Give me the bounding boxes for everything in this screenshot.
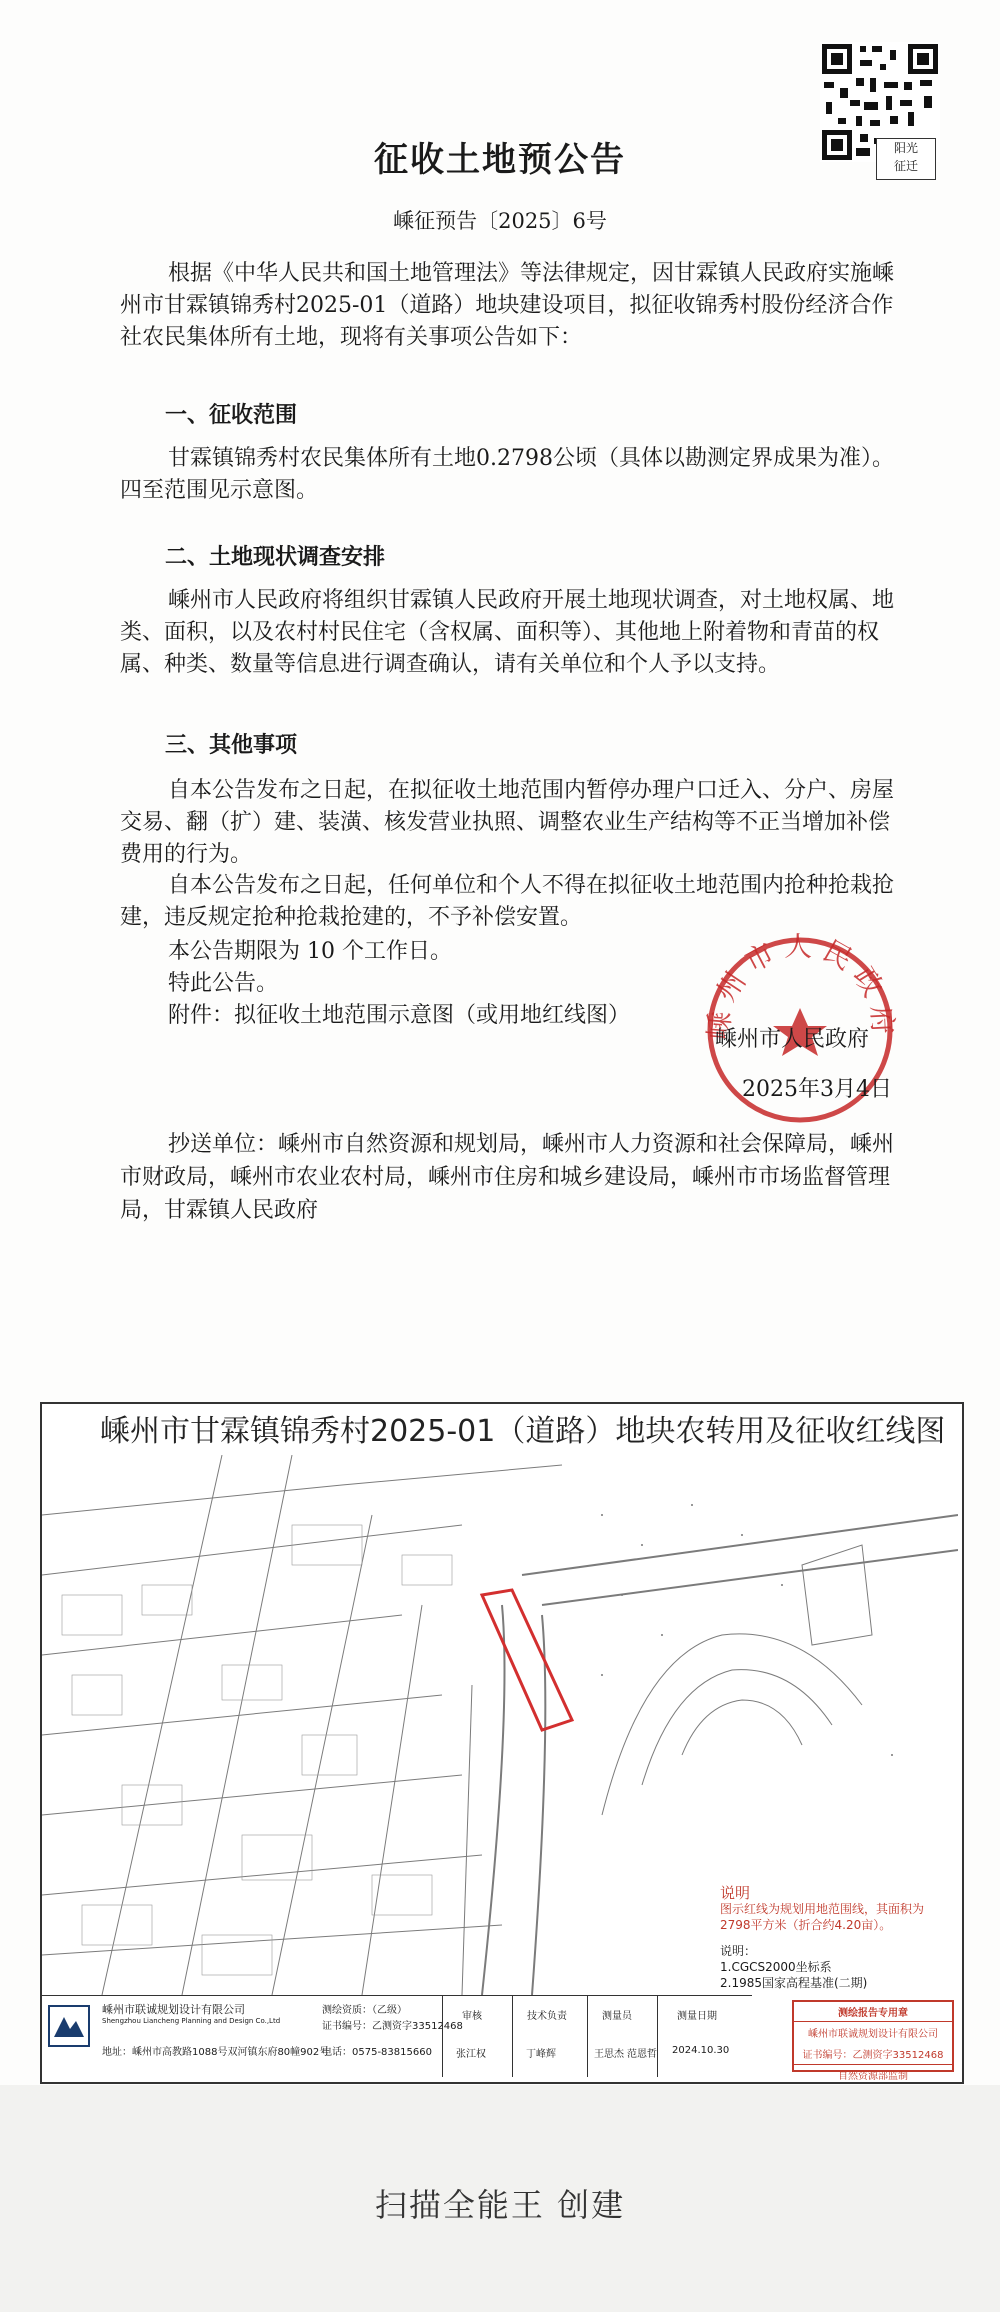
legend-title: 说明 [720, 1884, 751, 1902]
scanner-watermark: 扫描全能王 创建 [374, 2186, 626, 2224]
stamp-company: 嵊州市联诚规划设计有限公司 [808, 2029, 938, 2040]
issuer-signature: 嵊州市人民政府 [715, 1027, 870, 1052]
survey-stamp [792, 2000, 954, 2082]
company-logo-icon [48, 2005, 90, 2047]
section-heading-1: 一、征收范围 [165, 403, 298, 428]
company-phone: 电话：0575-83815660 [322, 2047, 432, 2058]
survey-date-value: 2024.10.30 [672, 2045, 730, 2056]
stamp-title: 测绘报告专用章 [794, 2002, 952, 2022]
company-name: 嵊州市联诚规划设计有限公司 [102, 2003, 245, 2016]
attachment-text: 附件：拟征收土地范围示意图（或用地红线图） [168, 1003, 631, 1028]
role-surveyor: 测量员 [602, 2011, 632, 2022]
section-text-2: 嵊州市人民政府将组织甘霖镇人民政府开展土地现状调查，对土地权属、地类、面积，以及农村村民住宅（含权属、面积等）、其他地上附着物和青苗的权属、种类、数量等信息进行调查确认，请有关单位和个人予以支持。 [120, 588, 895, 677]
document-number: 嵊征预告〔2025〕6号 [393, 209, 607, 233]
map-title-block [42, 1995, 752, 2077]
page-title: 征收土地预公告 [374, 140, 626, 180]
closing-text: 特此公告。 [168, 971, 279, 996]
company-address: 地址：嵊州市高教路1088号双河镇东府80幢902号 [102, 2047, 330, 2058]
period-text: 本公告期限为 10 个工作日。 [168, 939, 452, 964]
name-surveyor-2: 范恩哲 [627, 2049, 657, 2060]
section-heading-3: 三、其他事项 [165, 733, 298, 758]
stamp-license: 证书编号：乙测资字33512468 [802, 2050, 944, 2061]
role-review: 审核 [462, 2011, 482, 2022]
section-text-3: 自本公告发布之日起，在拟征收土地范围内暂停办理户口迁入、分户、房屋交易、翻（扩）建、装潢、核发营业执照、调整农业生产结构等不正当增加补偿费用的行为。 [120, 778, 895, 867]
role-survey-date: 测量日期 [677, 2011, 717, 2022]
name-technical-lead: 丁峰辉 [526, 2049, 556, 2060]
name-reviewer: 张江权 [456, 2049, 486, 2060]
map-title: 嵊州市甘霖镇锦秀村2025-01（道路）地块农转用及征收红线图 [100, 1414, 946, 1449]
section-heading-2: 二、土地现状调查安排 [165, 545, 386, 570]
note-item: 1.CGCS2000坐标系 [720, 1960, 832, 1974]
note-item: 2.1985国家高程基准(二期) [720, 1976, 868, 1990]
license-number: 证书编号：乙测资字33512468 [322, 2021, 463, 2032]
company-name-en: Shengzhou Liancheng Planning and Design Co.,Ltd [102, 2017, 281, 2025]
intro-paragraph: 根据《中华人民共和国土地管理法》等法律规定，因甘霖镇人民政府实施嵊州市甘霖镇锦秀村2025-01（道路）地块建设项目，拟征收锦秀村股份经济合作社农民集体所有土地，现将有关事项公告如下： [120, 261, 895, 350]
cc-units: 抄送单位：嵊州市自然资源和规划局，嵊州市人力资源和社会保障局，嵊州市财政局，嵊州市农业农村局，嵊州市住房和城乡建设局，嵊州市市场监督管理局，甘霖镇人民政府 [120, 1132, 895, 1223]
qr-label: 阳光 征迁 [876, 138, 936, 180]
issue-date: 2025年3月4日 [742, 1077, 892, 1102]
legend-red-line-note: 图示红线为规划用地范围线，其面积为2798平方米（折合约4.20亩）。 [720, 1902, 925, 1932]
name-surveyor-1: 王思杰 [594, 2049, 624, 2060]
notes-label: 说明： [720, 1944, 757, 1958]
role-technical-lead: 技术负责 [527, 2011, 567, 2022]
paragraph-no-rush-planting: 自本公告发布之日起，任何单位和个人不得在拟征收土地范围内抢种抢栽抢建，违反规定抢种抢栽抢建的，不予补偿安置。 [120, 873, 895, 930]
section-text-1: 甘霖镇锦秀村农民集体所有土地0.2798公顷（具体以勘测定界成果为准）。四至范围见示意图。 [120, 446, 894, 503]
map-legend [720, 1885, 950, 1991]
stamp-bottom: 自然资源部监制 [794, 2064, 952, 2084]
seal-text: 嵊州市人民政府 [701, 930, 900, 1043]
license-label: 测绘资质：（乙级） [322, 2005, 407, 2016]
